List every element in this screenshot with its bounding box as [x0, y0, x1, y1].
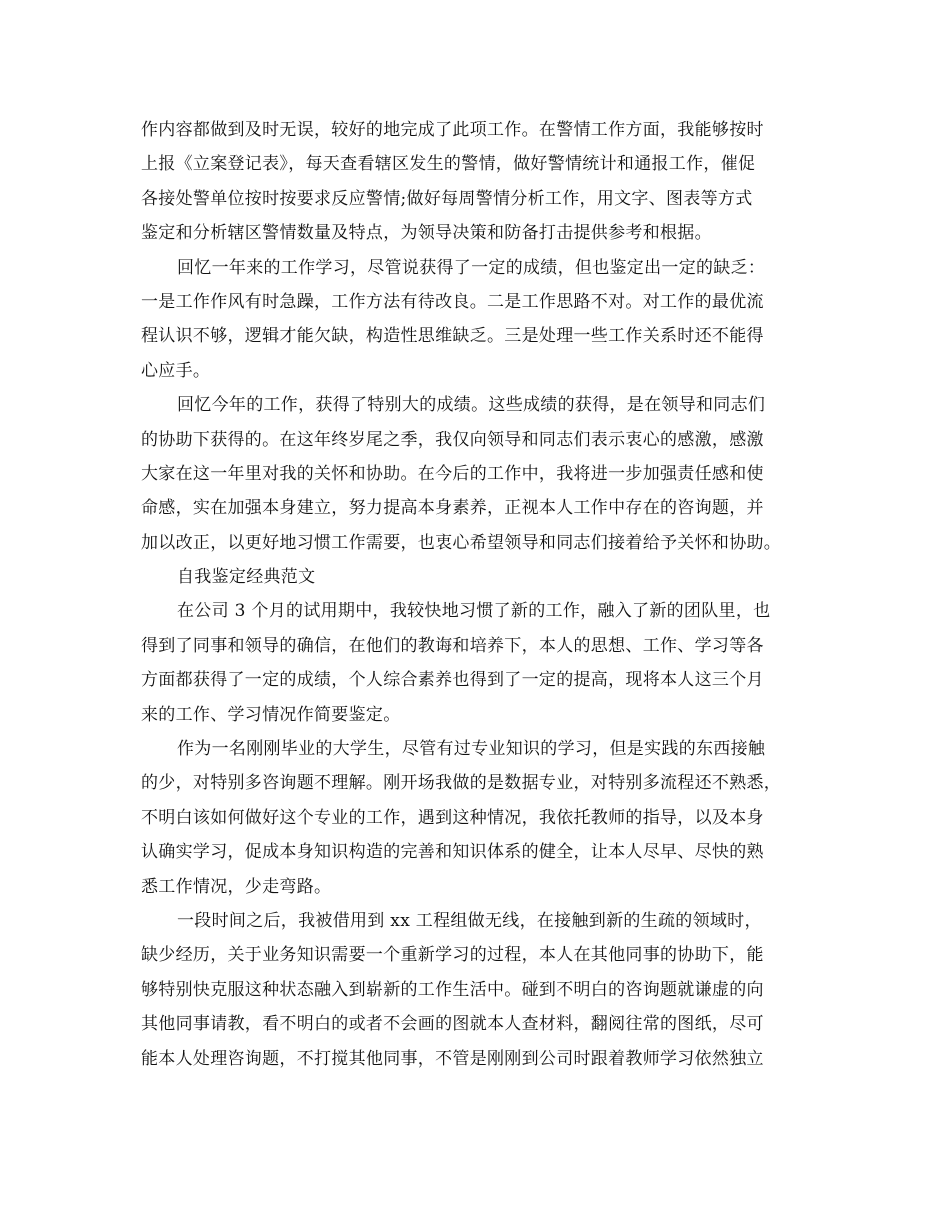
- document-body: [141, 113, 825, 1076]
- text-line: 的少，对特别多咨询题不理解。刚开场我做的是数据专业，对特别多流程还不熟悉，: [141, 773, 782, 794]
- text-line: 方面都获得了一定的成绩，个人综合素养也得到了一定的提高，现将本人这三个月: [141, 670, 764, 691]
- text-line: 一是工作作风有时急躁，工作方法有待改良。二是工作思路不对。对工作的最优流: [141, 291, 764, 312]
- text-line: 一段时间之后，我被借用到 xx 工程组做无线，在接触到新的生疏的领域时，: [177, 910, 762, 931]
- text-line: 得到了同事和领导的确信，在他们的教诲和培养下，本人的思想、工作、学习等各: [141, 635, 764, 656]
- text-line: 不明白该如何做好这个专业的工作，遇到这种情况，我依托教师的指导，以及本身: [141, 807, 764, 828]
- text-line: 缺少经历，关于业务知识需要一个重新学习的过程，本人在其他同事的协助下，能: [141, 945, 764, 966]
- text-line: 回忆今年的工作，获得了特别大的成绩。这些成绩的获得，是在领导和同志们: [177, 395, 766, 416]
- text-line: 鉴定和分析辖区警情数量及特点，为领导决策和防备打击提供参考和根据。: [141, 223, 712, 244]
- text-line: 心应手。: [141, 360, 211, 381]
- text-line: 作为一名刚刚毕业的大学生，尽管有过专业知识的学习，但是实践的东西接触: [177, 739, 766, 760]
- text-line: 上报《立案登记表》，每天查看辖区发生的警情，做好警情统计和通报工作，催促: [141, 154, 756, 175]
- text-line: 来的工作、学习情况作简要鉴定。: [141, 704, 401, 725]
- text-line: 在公司 3 个月的试用期中，我较快地习惯了新的工作，融入了新的团队里，也: [177, 601, 771, 622]
- text-line: 作内容都做到及时无误，较好的地完成了此项工作。在警情工作方面，我能够按时: [141, 120, 764, 140]
- text-line: 够特别快克服这种状态融入到崭新的工作生活中。碰到不明白的咨询题就谦虚的向: [141, 979, 764, 1000]
- text-line: 其他同事请教，看不明白的或者不会画的图就本人查材料，翻阅往常的图纸，尽可: [141, 1014, 764, 1035]
- text-line: 自我鉴定经典范文: [177, 567, 316, 588]
- text-line: 命感，实在加强本身建立，努力提高本身素养，正视本人工作中存在的咨询题，并: [141, 498, 764, 519]
- text-line: 认确实学习，促成本身知识构造的完善和知识体系的健全，让本人尽早、尽快的熟: [141, 842, 764, 863]
- text-line: 的协助下获得的。在这年终岁尾之季，我仅向领导和同志们表示衷心的感激，感激: [141, 429, 764, 450]
- text-line: 能本人处理咨询题，不打搅其他同事，不管是刚刚到公司时跟着教师学习依然独立: [141, 1048, 764, 1069]
- text-line: 大家在这一年里对我的关怀和协助。在今后的工作中，我将进一步加强责任感和使: [141, 463, 764, 484]
- text-line: 悉工作情况，少走弯路。: [141, 876, 332, 897]
- text-line: 各接处警单位按时按要求反应警情;做好每周警情分析工作，用文字、图表等方式: [141, 188, 753, 209]
- text-line: 回忆一年来的工作学习，尽管说获得了一定的成绩，但也鉴定出一定的缺乏：: [177, 257, 766, 278]
- text-line: 加以改正，以更好地习惯工作需要，也衷心希望领导和同志们接着给予关怀和协助。: [141, 532, 782, 553]
- text-line: 程认识不够，逻辑才能欠缺，构造性思维缺乏。三是处理一些工作关系时还不能得: [141, 326, 764, 347]
